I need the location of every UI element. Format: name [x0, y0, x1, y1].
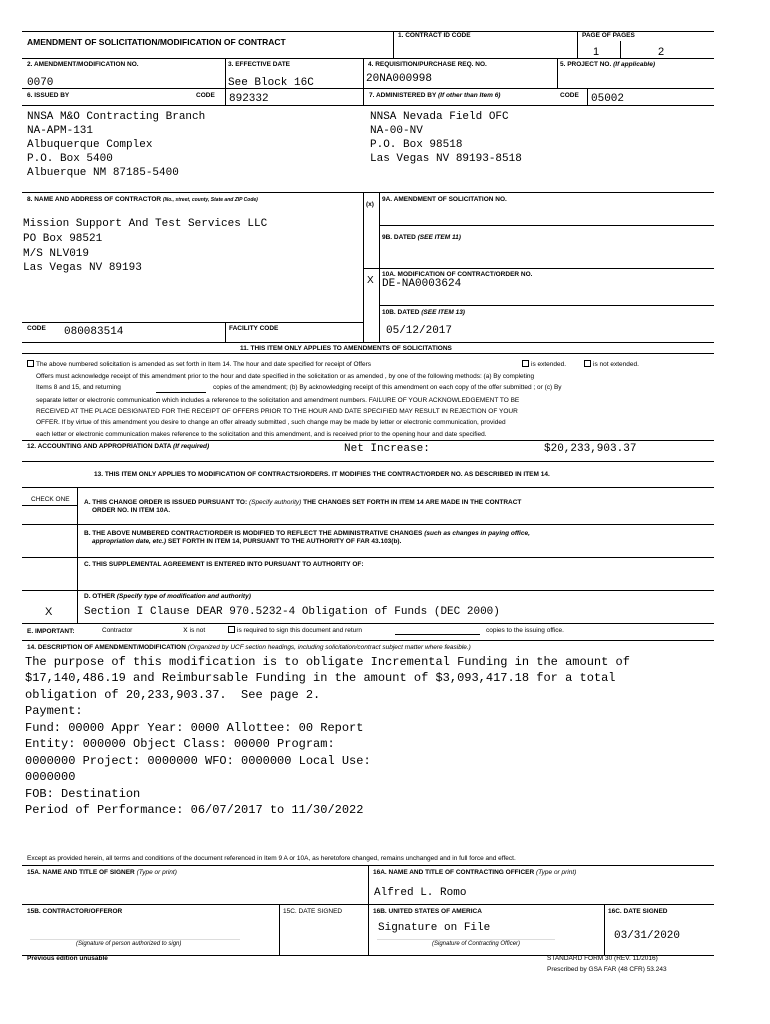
contractor-code: 080083514: [64, 326, 124, 338]
contractor-code-label: CODE: [27, 325, 46, 332]
amendment-no-label: 2. AMENDMENT/MODIFICATION NO.: [27, 61, 139, 68]
pages-count: 2: [658, 46, 665, 58]
contractor-line-2: PO Box 98521: [23, 233, 103, 245]
item-13d-value: Section I Clause DEAR 970.5232-4 Obligation of Funds (DEC 2000): [84, 606, 500, 618]
officer-date-signed-label: 16C. DATE SIGNED: [608, 908, 668, 915]
previous-edition-text: Previous edition unusable: [27, 955, 108, 962]
description-line-7: 0000000 Project: 0000000 WFO: 0000000 Local Use:: [25, 754, 371, 768]
contractor-line-1: Mission Support And Test Services LLC: [23, 218, 268, 230]
is-not-option[interactable]: x is not: [183, 626, 206, 635]
item-11-header: 11. THIS ITEM ONLY APPLIES TO AMENDMENTS OF SOLICITATIONS: [240, 345, 452, 352]
contractor-date-signed-label: 15C. DATE SIGNED: [283, 908, 343, 915]
except-provided-text: Except as provided herein, all terms and conditions of the document referenced in Item 9 A or 10A, as heretofore changed, remains unchanged and in full force and effect.: [27, 855, 516, 862]
is-not-checked-mark: x: [183, 626, 188, 635]
item-11-checkbox[interactable]: [27, 360, 34, 367]
description-line-8: 0000000: [25, 770, 76, 784]
copies-text: copies to the issuing office.: [486, 627, 564, 634]
accounting-data-label: 12. ACCOUNTING AND APPROPRIATION DATA (If required): [27, 443, 210, 450]
item-13c-text: C. THIS SUPPLEMENTAL AGREEMENT IS ENTERED INTO PURSUANT TO AUTHORITY OF:: [84, 561, 364, 568]
issued-by-code-label: CODE: [196, 92, 215, 99]
united-states-label: 16B. UNITED STATES OF AMERICA: [373, 908, 482, 915]
important-label: E. IMPORTANT:: [27, 628, 75, 635]
issued-by-line-3: Albuquerque Complex: [27, 139, 153, 151]
item-13-header: 13. THIS ITEM ONLY APPLIES TO MODIFICATION OF CONTRACTS/ORDERS. IT MODIFIES THE CONTRACT/ORDER NO. AS DESCRIBED IN ITEM 14.: [94, 471, 550, 478]
item-13b-text: B. THE ABOVE NUMBERED CONTRACT/ORDER IS MODIFIED TO REFLECT THE ADMINISTRATIVE CHANGES (such as changes in paying office,: [84, 530, 530, 537]
form-title: AMENDMENT OF SOLICITATION/MODIFICATION OF CONTRACT: [27, 37, 286, 47]
item-13d-mark: X: [45, 606, 53, 618]
modification-contract-label: 10A. MODIFICATION OF CONTRACT/ORDER NO.: [382, 271, 533, 278]
item-11-line-4: separate letter or electronic communication which includes a reference to the solicitation and amendment numbers. FAILURE OF YOUR ACKNOWLEDGEMENT TO BE: [36, 397, 520, 404]
description-line-5: Fund: 00000 Appr Year: 0000 Allottee: 00 Report: [25, 721, 364, 735]
administered-by-code-label: CODE: [560, 92, 579, 99]
prescribed-text: Prescribed by GSA FAR (48 CFR) 53.243: [547, 966, 667, 973]
is-not-extended-checkbox[interactable]: [584, 360, 591, 367]
x-column-label: (x): [366, 201, 374, 208]
item-11-line-3b: copies of the amendment; (b) By acknowledging receipt of this amendment on each copy of the offer submitted ; or (c) By: [213, 384, 562, 391]
officer-name-value: Alfred L. Romo: [374, 887, 467, 899]
item-11-line-7: each letter or electronic communication makes reference to the solicitation and this amendment, and is received prior to the opening hour and date specified.: [36, 431, 487, 438]
description-line-1: The purpose of this modification is to obligate Incremental Funding in the amount of: [25, 655, 630, 669]
item-13d-label: D. OTHER (Specify type of modification and authority): [84, 593, 251, 600]
effective-date-label: 3. EFFECTIVE DATE: [228, 61, 290, 68]
modification-mark: X: [367, 275, 374, 286]
item-11-line-3a: Items 8 and 15, and returning: [36, 384, 121, 391]
amendment-solicitation-label: 9A. AMENDMENT OF SOLICITATION NO.: [382, 196, 507, 203]
administered-by-code: 05002: [591, 93, 625, 105]
contract-id-label: 1. CONTRACT ID CODE: [398, 32, 471, 39]
standard-form-text: STANDARD FORM 30 (REV. 11/2016): [547, 955, 658, 962]
item-11-line-6: OFFER. If by virtue of this amendment you desire to change an offer already submitted , such change may be made by letter or electronic communication, provided: [36, 419, 506, 426]
contractor-offeror-label: 15B. CONTRACTOR/OFFEROR: [27, 908, 123, 915]
is-required-option[interactable]: is required to sign this document and return: [228, 626, 362, 637]
is-not-extended-option[interactable]: is not extended.: [584, 360, 639, 371]
administered-by-line-4: Las Vegas NV 89193-8518: [370, 153, 522, 165]
administered-by-line-1: NNSA Nevada Field OFC: [370, 111, 509, 123]
item-11-line-2: Offers must acknowledge receipt of this amendment prior to the hour and date specified in the solicitation or as amended , by one of the following methods: (a) By completing: [36, 373, 535, 380]
issued-by-code: 892332: [229, 93, 269, 105]
issued-by-line-1: NNSA M&O Contracting Branch: [27, 111, 206, 123]
description-line-9: FOB: Destination: [25, 787, 141, 801]
item-11-line-5: RECEIVED AT THE PLACE DESIGNATED FOR THE RECEIPT OF OFFERS PRIOR TO THE HOUR AND DATE SPECIFIED MAY RESULT IN REJECTION OF YOUR: [36, 408, 518, 415]
administered-by-line-3: P.O. Box 98518: [370, 139, 463, 151]
description-line-4: Payment:: [25, 704, 83, 718]
requisition-label: 4. REQUISITION/PURCHASE REQ. NO.: [368, 61, 487, 68]
requisition-value: 20NA000998: [366, 73, 433, 85]
page-of-pages-label: PAGE OF PAGES: [582, 32, 635, 39]
signature-officer-caption: (Signature of Contracting Officer): [432, 941, 521, 947]
contractor-line-4: Las Vegas NV 89193: [23, 262, 142, 274]
item-13b-text-2: appropriation date, etc.) SET FORTH IN ITEM 14, PURSUANT TO THE AUTHORITY OF FAR 43.103(b).: [92, 538, 402, 545]
is-extended-option[interactable]: is extended.: [522, 360, 566, 371]
officer-date-signed-value: 03/31/2020: [614, 930, 681, 942]
signer-name-label: 15A. NAME AND TITLE OF SIGNER (Type or print): [27, 869, 177, 876]
amendment-no-value: 0070: [27, 77, 54, 89]
item-11-line-1: The above numbered solicitation is amended as set forth in Item 14. The hour and date specified for receipt of Offers: [27, 360, 371, 371]
item-13a-text: A. THIS CHANGE ORDER IS ISSUED PURSUANT TO: (Specify authority) THE CHANGES SET FORTH IN ITEM 14 ARE MADE IN THE CONTRACT: [84, 499, 522, 506]
administered-by-label: 7. ADMINISTERED BY (If other than Item 6): [369, 92, 501, 99]
facility-code-label: FACILITY CODE: [229, 325, 279, 332]
issued-by-line-4: P.O. Box 5400: [27, 153, 113, 165]
project-no-label: 5. PROJECT NO. (If applicable): [560, 61, 656, 68]
issued-by-label: 6. ISSUED BY: [27, 92, 70, 99]
description-line-2: $17,140,486.19 and Reimbursable Funding in the amount of $3,093,417.18 for a total: [25, 671, 616, 685]
dated-10b-label: 10B. DATED (SEE ITEM 13): [382, 309, 465, 316]
net-increase-label: Net Increase:: [344, 443, 430, 455]
dated-9b-label: 9B. DATED (SEE ITEM 11): [382, 234, 461, 241]
contractor-label: 8. NAME AND ADDRESS OF CONTRACTOR (No., street, county, State and ZIP Code): [27, 196, 258, 203]
officer-signature-value: Signature on File: [378, 922, 491, 934]
description-line-3: obligation of 20,233,903.37. See page 2.: [25, 688, 321, 702]
is-extended-checkbox[interactable]: [522, 360, 529, 367]
contractor-line-3: M/S NLV019: [23, 248, 90, 260]
item-14-label: 14. DESCRIPTION OF AMENDMENT/MODIFICATION (Organized by UCF section headings, including solicitation/contract subject matter where feasible.): [27, 644, 471, 651]
net-increase-amount: $20,233,903.37: [544, 443, 637, 455]
administered-by-line-2: NA-00-NV: [370, 125, 423, 137]
page-number: 1: [593, 46, 600, 58]
item-13a-text-2: ORDER NO. IN ITEM 10A.: [92, 507, 171, 514]
issued-by-line-5: Albuerque NM 87185-5400: [27, 167, 179, 179]
contractor-word: Contractor: [102, 627, 133, 634]
is-required-checkbox[interactable]: [228, 626, 235, 633]
description-line-10: Period of Performance: 06/07/2017 to 11/30/2022: [25, 803, 364, 817]
issued-by-line-2: NA-APM-131: [27, 125, 94, 137]
dated-10b-value: 05/12/2017: [386, 325, 453, 337]
check-one-label: CHECK ONE: [31, 496, 70, 503]
description-line-6: Entity: 000000 Object Class: 00000 Program:: [25, 737, 335, 751]
signature-person-caption: (Signature of person authorized to sign): [76, 941, 182, 947]
effective-date-value: See Block 16C: [228, 77, 314, 89]
officer-name-label: 16A. NAME AND TITLE OF CONTRACTING OFFICER (Type or print): [373, 869, 577, 876]
modification-contract-value: DE-NA0003624: [382, 278, 462, 290]
